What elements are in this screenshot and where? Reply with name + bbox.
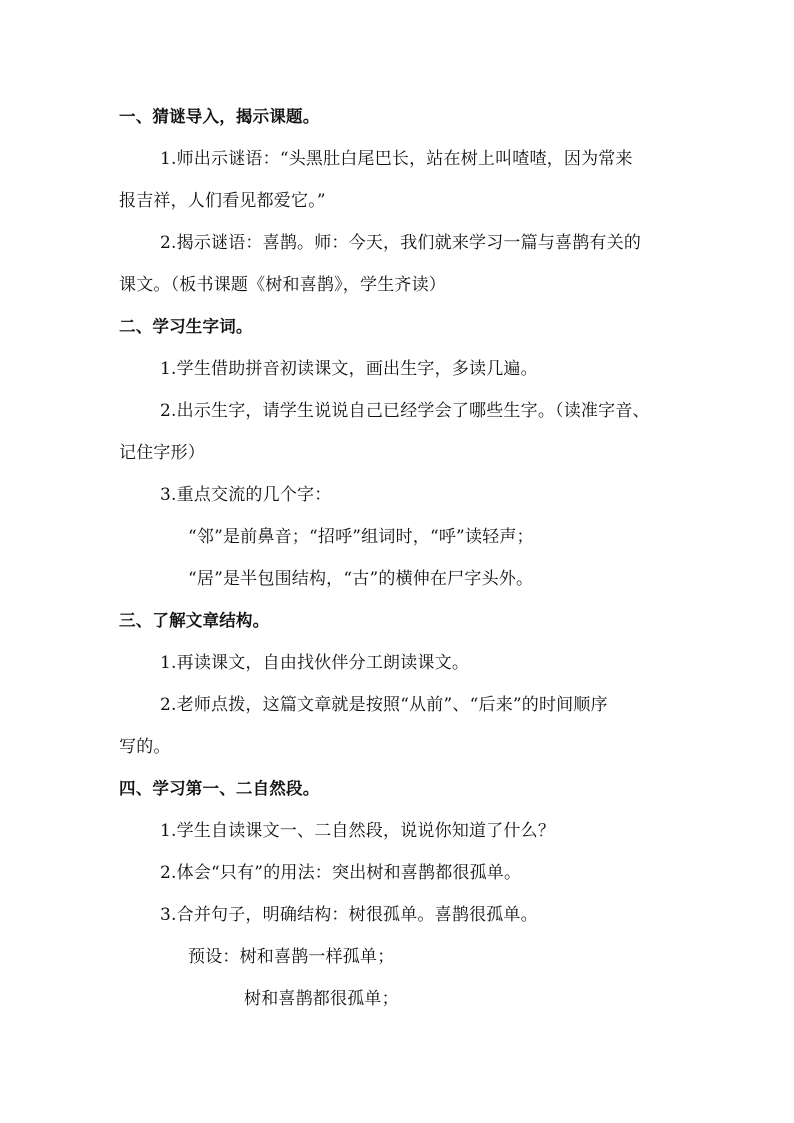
paragraph-line: “居”是半包围结构，“古”的横伸在尸字头外。 bbox=[188, 569, 534, 589]
paragraph-line: 报吉祥，人们看见都爱它。” bbox=[119, 191, 326, 211]
paragraph-line: 1.学生自读课文一、二自然段，说说你知道了什么？ bbox=[160, 821, 556, 841]
paragraph-line: 1.再读课文，自由找伙伴分工朗读课文。 bbox=[160, 653, 470, 673]
paragraph-line: 树和喜鹊都很孤单； bbox=[244, 989, 399, 1009]
paragraph-line: “邻”是前鼻音；“招呼”组词时，“呼”读轻声； bbox=[188, 527, 534, 547]
section-heading-4: 四、学习第一、二自然段。 bbox=[119, 779, 320, 798]
paragraph-line: 记住字形） bbox=[119, 443, 205, 463]
paragraph-line: 3.重点交流的几个字： bbox=[160, 485, 332, 505]
paragraph-line: 预设：树和喜鹊一样孤单； bbox=[188, 947, 395, 967]
paragraph-line: 2.老师点拨，这篇文章就是按照“从前”、“后来”的时间顺序 bbox=[160, 695, 608, 715]
section-heading-3: 三、了解文章结构。 bbox=[119, 611, 270, 630]
paragraph-line: 3.合并句子，明确结构：树很孤单。喜鹊很孤单。 bbox=[160, 905, 538, 925]
paragraph-line: 课文。（板书课题《树和喜鹊》，学生齐读） bbox=[119, 275, 446, 295]
paragraph-line: 2.出示生字，请学生说说自己已经学会了哪些生字。（读准字音、 bbox=[160, 401, 650, 421]
paragraph-line: 2.体会“只有”的用法：突出树和喜鹊都很孤单。 bbox=[160, 863, 522, 883]
paragraph-line: 写的。 bbox=[119, 737, 171, 757]
paragraph-line: 1.师出示谜语：“头黑肚白尾巴长，站在树上叫喳喳，因为常来 bbox=[160, 149, 633, 169]
section-heading-1: 一、猜谜导入，揭示课题。 bbox=[119, 107, 320, 126]
paragraph-line: 1.学生借助拼音初读课文，画出生字，多读几遍。 bbox=[160, 359, 538, 379]
section-heading-2: 二、学习生字词。 bbox=[119, 317, 253, 336]
paragraph-line: 2.揭示谜语：喜鹊。师：今天，我们就来学习一篇与喜鹊有关的 bbox=[160, 233, 642, 253]
